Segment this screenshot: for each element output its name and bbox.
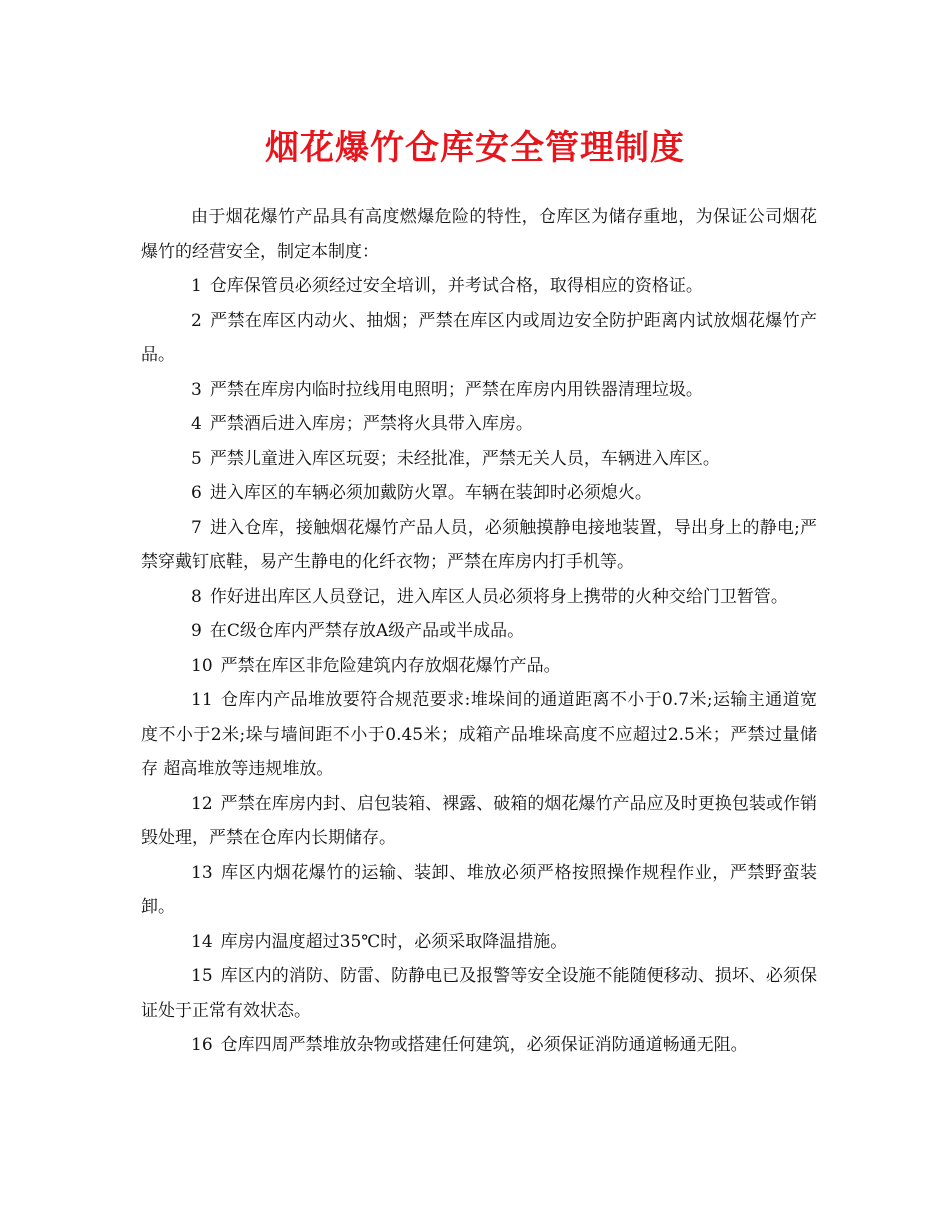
rule-item [141,511,817,580]
rule-item [141,269,817,304]
rule-text: 作好进出库区人员登记，进入库区人员必须将身上携带的火种交给门卫暂管。 [209,586,788,607]
rule-number: 9 [191,621,202,641]
rule-text: 严禁儿童进入库区玩耍；未经批准，严禁无关人员，车辆进入库区。 [209,448,720,469]
rule-text: 仓库四周严禁堆放杂物或搭建任何建筑，必须保证消防通道畅通无阻。 [220,1035,748,1055]
rule-item [141,580,817,615]
rule-text: 严禁在库房内封、启包装箱、裸露、破箱的烟花爆竹产品应及时更换包装或作销毁处理，严禁在仓库内长期储存。 [141,793,817,848]
rule-number: 12 [191,793,213,814]
rule-text: 严禁在库区内动火、抽烟；严禁在库区内或周边安全防护距离内试放烟花爆竹产品。 [141,310,817,365]
rule-item [141,476,817,511]
rule-number: 5 [191,448,202,469]
rule-number: 4 [191,414,202,434]
intro-paragraph: 由于烟花爆竹产品具有高度燃爆危险的特性，仓库区为储存重地，为保证公司烟花爆竹的经营安全，制定本制度： [141,207,817,262]
rule-number: 14 [191,931,213,952]
rule-item [141,1028,817,1063]
rule-text: 进入库区的车辆必须加戴防火罩。车辆在装卸时必须熄火。 [209,483,652,503]
rule-number: 6 [191,483,202,503]
rule-number: 3 [191,379,202,400]
document-title: 烟花爆竹仓库安全管理制度 [265,128,685,168]
rule-text: 库区内的消防、防雷、防静电已及报警等安全设施不能随便移动、损坏、必须保证处于正常有效状态。 [141,966,817,1021]
rule-text: 仓库保管员必须经过安全培训，并考试合格，取得相应的资格证。 [209,276,703,296]
rule-item [141,856,817,925]
rule-item [141,925,817,960]
rule-text: 严禁在库房内临时拉线用电照明；严禁在库房内用铁器清理垃圾。 [209,379,703,400]
rule-text: 严禁在库区非危险建筑内存放烟花爆竹产品。 [220,655,561,676]
rule-item [141,959,817,1028]
rule-text: 库房内温度超过35℃时，必须采取降温措施。 [220,931,568,952]
rule-item [141,614,817,649]
rule-text: 严禁酒后进入库房；严禁将火具带入库房。 [209,414,533,434]
rule-item [141,649,817,684]
rule-number: 2 [191,310,202,331]
rule-text: 库区内烟花爆竹的运输、装卸、堆放必须严格按照操作规程作业，严禁野蛮装卸。 [141,862,817,917]
rule-item [141,683,817,787]
rule-number: 15 [191,966,213,986]
rule-item [141,304,817,373]
document-body [141,200,817,1063]
rule-number: 13 [191,862,213,883]
rule-item [141,373,817,408]
rule-item [141,407,817,442]
rule-number: 1 [191,276,202,296]
rule-number: 10 [191,655,213,676]
rule-number: 7 [191,517,202,538]
rule-item [141,442,817,477]
rule-item [141,787,817,856]
rule-text: 在C级仓库内严禁存放A级产品或半成品。 [209,621,525,641]
rule-number: 16 [191,1035,213,1055]
rule-number: 8 [191,586,202,607]
rule-text: 进入仓库，接触烟花爆竹产品人员，必须触摸静电接地装置，导出身上的静电;严禁穿戴钉底鞋，易产生静电的化纤衣物；严禁在库房内打手机等。 [141,517,817,572]
rule-number: 11 [191,690,213,710]
rule-text: 仓库内产品堆放要符合规范要求:堆垛间的通道距离不小于0.7米;运输主通道宽度不小于2米;垛与墙间距不小于0.45米；成箱产品堆垛高度不应超过2.5米；严禁过量储存 超高堆放等违规堆放。 [141,690,817,779]
